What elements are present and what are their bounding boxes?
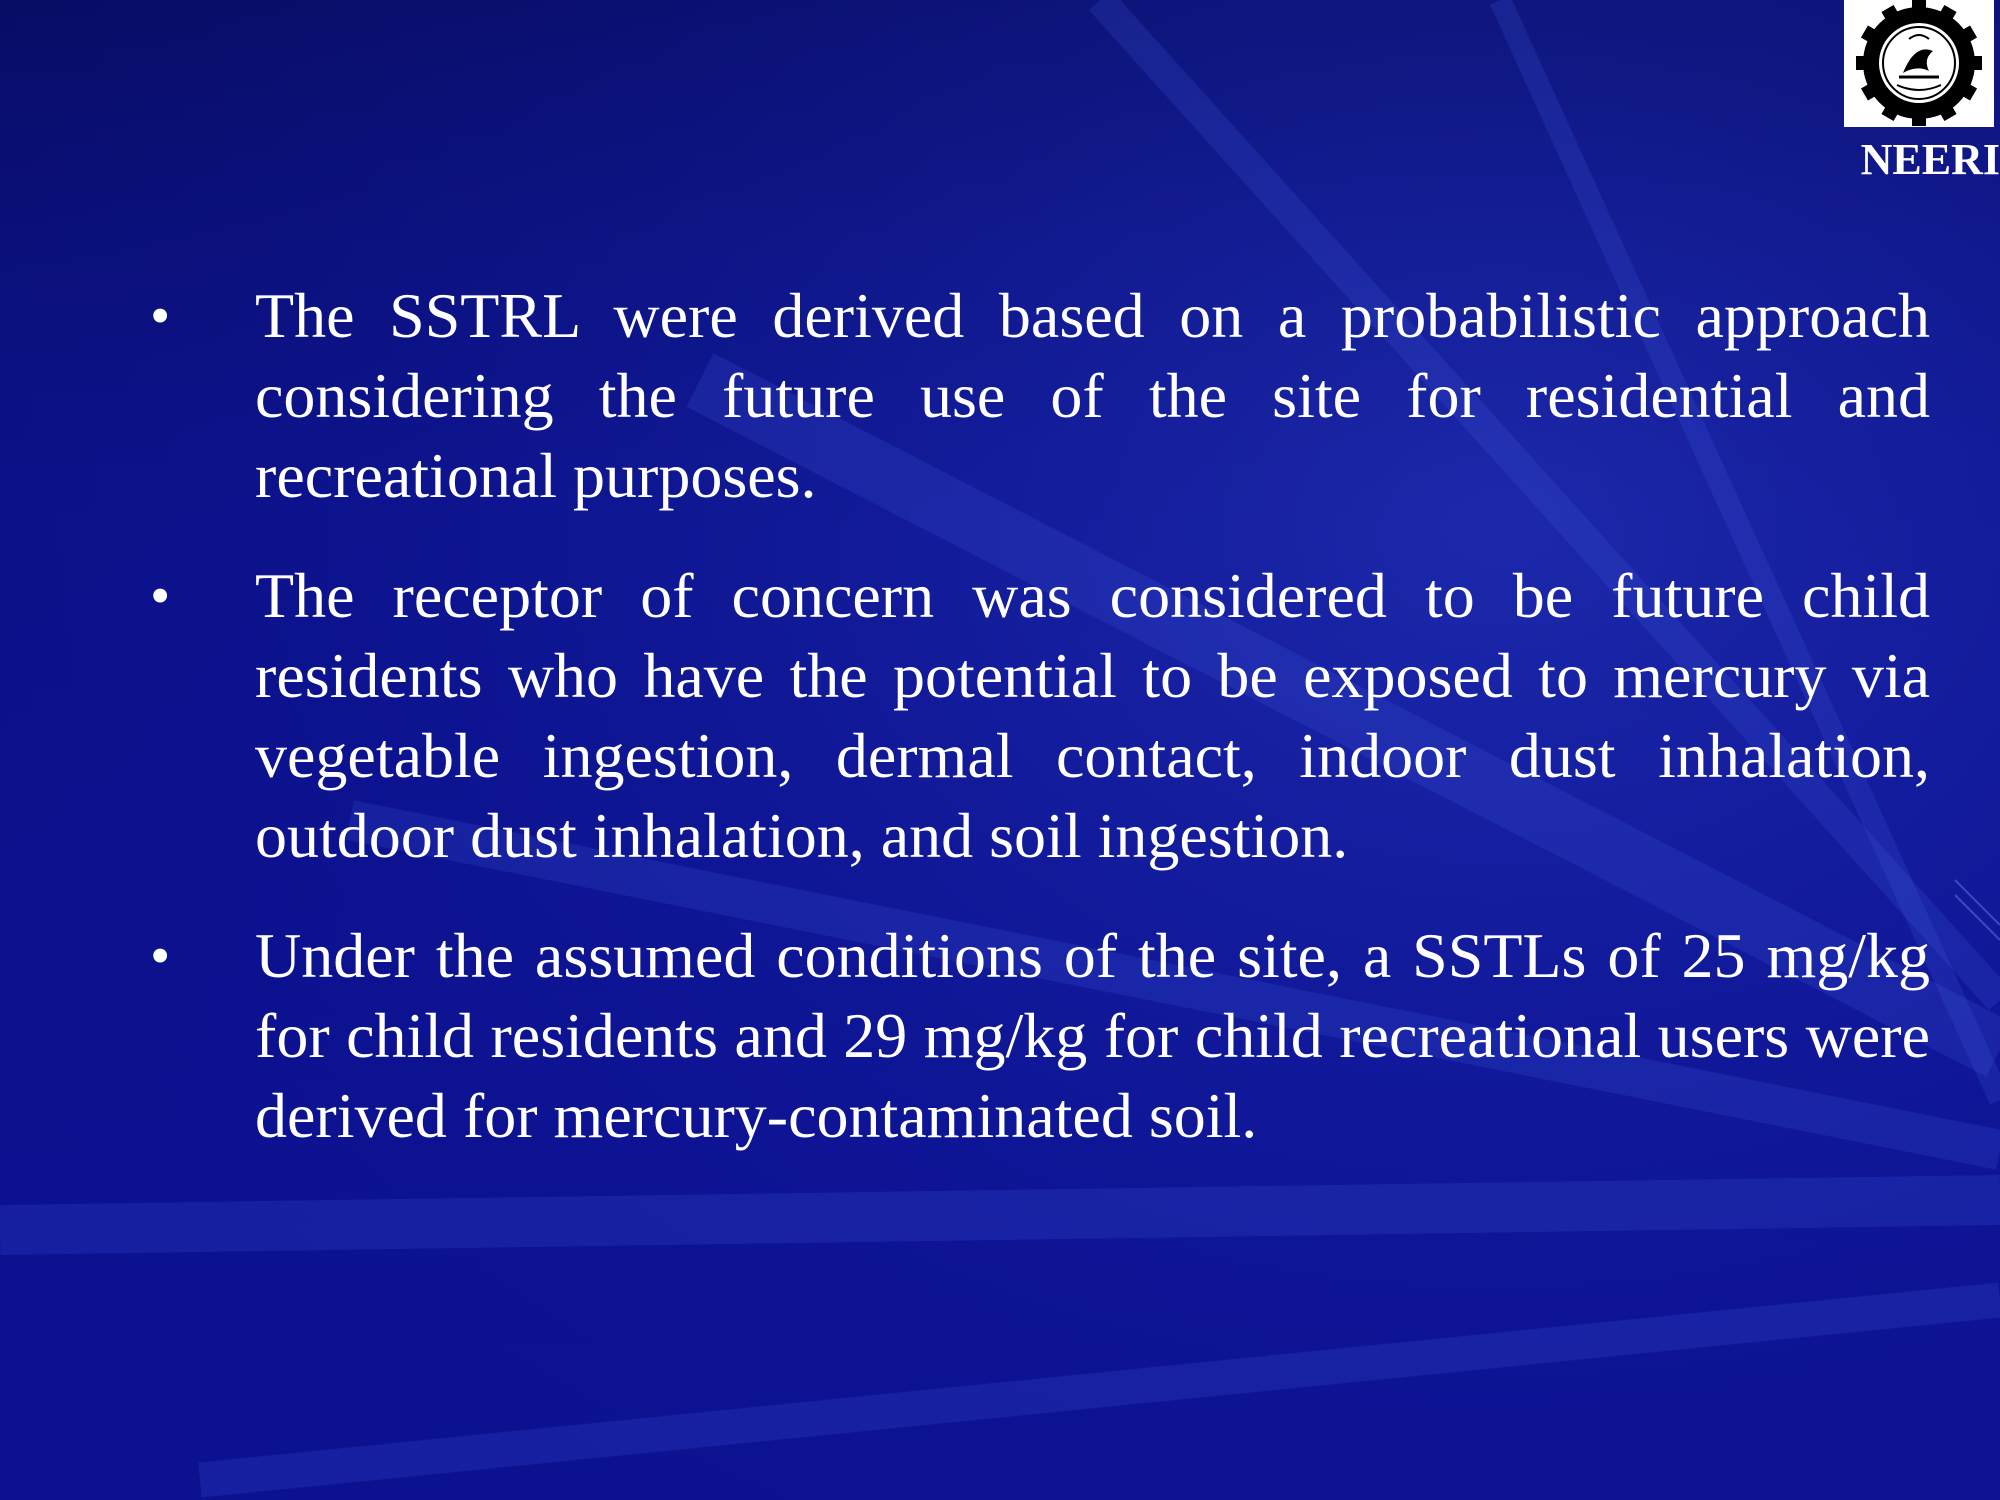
csir-gear-emblem-icon	[1844, 0, 1994, 127]
bullet-text: Under the assumed conditions of the site, a SSTLs of 25 mg/kg for child residents and 29 mg/kg for child recreational users were derived for mercury-contaminated soil.	[255, 920, 1930, 1151]
bullet-text: The receptor of concern was considered to be future child residents who have the potential to be exposed to mercury via vegetable ingestion, dermal contact, indoor dust inhalation, outdoor dust inhalation, and soil ingestion.	[255, 560, 1930, 871]
bullet-item	[150, 556, 1930, 876]
bullet-item	[150, 276, 1930, 516]
bullet-item	[150, 916, 1930, 1156]
bullet-marker: •	[150, 563, 171, 628]
bullet-list	[150, 276, 1930, 1196]
bullet-marker: •	[150, 283, 171, 348]
org-name: NEERI	[1860, 135, 2000, 184]
csir-logo	[1844, 0, 1994, 127]
bullet-text: The SSTRL were derived based on a probabilistic approach considering the future use of the site for residential and recreational purposes.	[255, 280, 1930, 511]
bullet-marker: •	[150, 923, 171, 988]
